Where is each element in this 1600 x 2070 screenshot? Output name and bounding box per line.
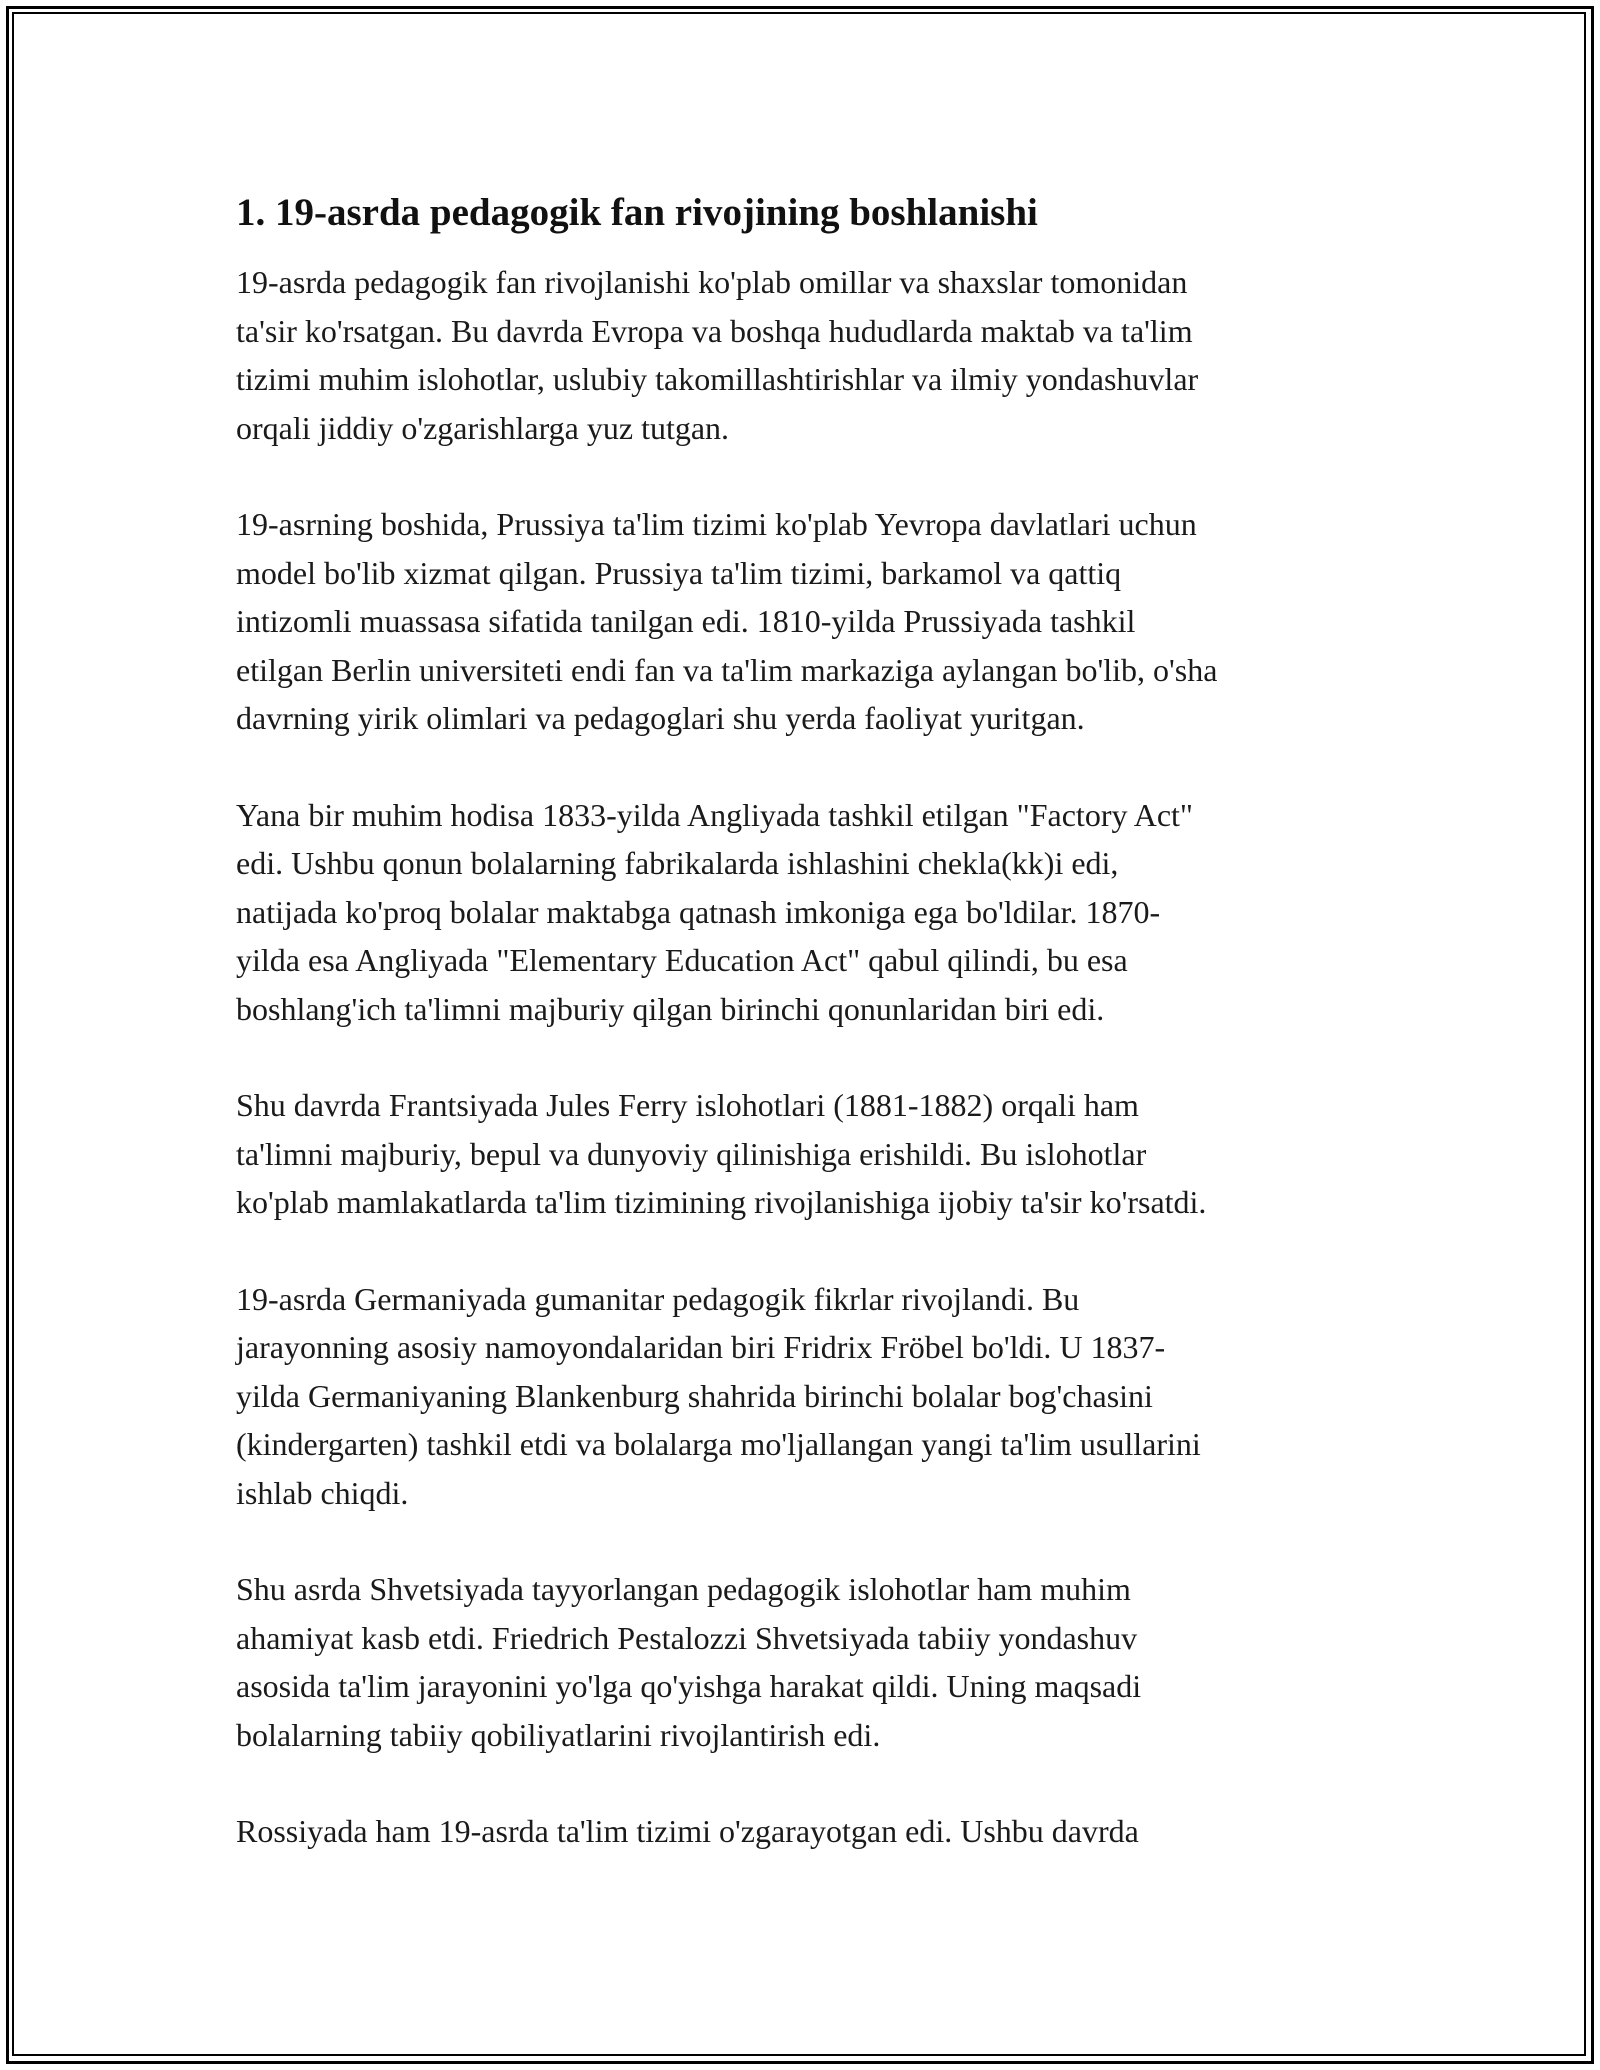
paragraph-4 <box>236 1081 1366 1227</box>
text-line: yilda esa Angliyada "Elementary Education Act" qabul qilindi, bu esa <box>236 942 1128 978</box>
text-line: ta'limni majburiy, bepul va dunyoviy qilinishiga erishildi. Bu islohotlar <box>236 1135 1147 1172</box>
text-line: model bo'lib xizmat qilgan. Prussiya ta'lim tizimi, barkamol va qattiq <box>236 554 1122 591</box>
text-line: ishlab chiqdi. <box>236 1474 409 1511</box>
paragraph-6 <box>236 1565 1366 1759</box>
text-line: natijada ko'proq bolalar maktabga qatnash imkoniga ega bo'ldilar. 1870- <box>236 893 1161 930</box>
paragraph-1 <box>236 258 1366 452</box>
text-line: Yana bir muhim hodisa 1833-yilda Angliyada tashkil etilgan "Factory Act" <box>236 796 1193 833</box>
text-line: 19-asrning boshida, Prussiya ta'lim tizimi ko'plab Yevropa davlatlari uchun <box>236 506 1197 542</box>
text-line: boshlang'ich ta'limni majburiy qilgan birinchi qonunlaridan biri edi. <box>236 990 1105 1027</box>
text-line: orqali jiddiy o'zgarishlarga yuz tutgan. <box>236 409 730 446</box>
paragraph-5 <box>236 1275 1366 1518</box>
paragraph-3 <box>236 791 1366 1034</box>
text-line: intizomli muassasa sifatida tanilgan edi. 1810-yilda Prussiyada tashkil <box>236 603 1136 639</box>
text-line: davrning yirik olimlari va pedagoglari shu yerda faoliyat yuritgan. <box>236 700 1085 736</box>
paragraph-7 <box>236 1807 1366 1856</box>
paragraph-2 <box>236 500 1366 743</box>
text-line: jarayonning asosiy namoyondalaridan biri Fridrix Fröbel bo'ldi. U 1837- <box>236 1329 1166 1365</box>
text-line: bolalarning tabiiy qobiliyatlarini rivojlantirish edi. <box>236 1716 881 1753</box>
text-line: 19-asrda Germaniyada gumanitar pedagogik fikrlar rivojlandi. Bu <box>236 1280 1080 1317</box>
text-line: ta'sir ko'rsatgan. Bu davrda Evropa va boshqa hududlarda maktab va ta'lim <box>236 312 1193 349</box>
text-line: Rossiyada ham 19-asrda ta'lim tizimi o'zgarayotgan edi. Ushbu davrda <box>236 1813 1139 1849</box>
text-line: ko'plab mamlakatlarda ta'lim tizimining rivojlanishiga ijobiy ta'sir ko'rsatdi. <box>236 1184 1207 1220</box>
text-line: (kindergarten) tashkil etdi va bolalarga mo'ljallangan yangi ta'lim usullarini <box>236 1426 1201 1462</box>
text-line: tizimi muhim islohotlar, uslubiy takomillashtirishlar va ilmiy yondashuvlar <box>236 361 1199 397</box>
text-line: asosida ta'lim jarayonini yo'lga qo'yishga harakat qildi. Uning maqsadi <box>236 1668 1142 1704</box>
text-line: Shu asrda Shvetsiyada tayyorlangan pedagogik islohotlar ham muhim <box>236 1571 1131 1607</box>
text-line: yilda Germaniyaning Blankenburg shahrida birinchi bolalar bog'chasini <box>236 1377 1153 1414</box>
text-line: etilgan Berlin universiteti endi fan va ta'lim markaziga aylangan bo'lib, o'sha <box>236 651 1218 688</box>
text-line: Shu davrda Frantsiyada Jules Ferry islohotlari (1881-1882) orqali ham <box>236 1087 1139 1123</box>
page-title: 1. 19-asrda pedagogik fan rivojining boshlanishi <box>236 191 1038 234</box>
text-line: edi. Ushbu qonun bolalarning fabrikalarda ishlashini chekla(kk)i edi, <box>236 845 1119 881</box>
text-line: ahamiyat kasb etdi. Friedrich Pestalozzi Shvetsiyada tabiiy yondashuv <box>236 1619 1138 1656</box>
document-body <box>236 188 1366 1904</box>
text-line: 19-asrda pedagogik fan rivojlanishi ko'plab omillar va shaxslar tomonidan <box>236 264 1188 300</box>
